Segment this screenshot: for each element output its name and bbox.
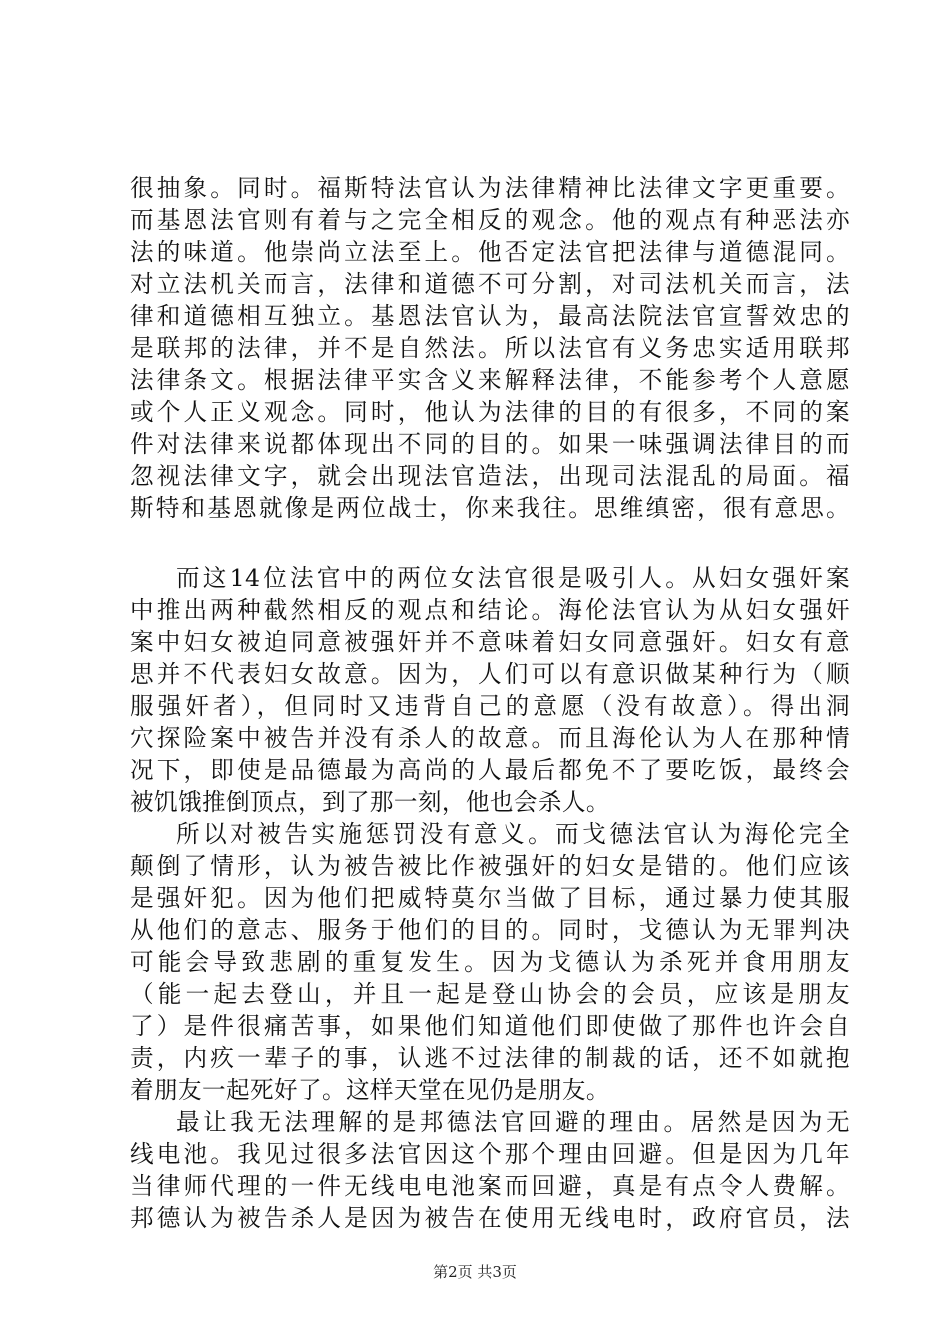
text-line: 邦德认为被告杀人是因为被告在使用无线电时，政府官员，法 — [130, 1204, 850, 1232]
text-line: 对立法机关而言，法律和道德不可分割，对司法机关而言，法 — [130, 270, 850, 298]
text-line: 况下，即使是品德最为高尚的人最后都免不了要吃饭，最终会 — [130, 756, 850, 784]
text-line: 穴探险案中被告并没有杀人的故意。而且海伦认为人在那种情 — [130, 724, 850, 752]
paragraph-4 — [130, 1106, 850, 1234]
paragraph-1 — [130, 172, 850, 524]
text-line: 从他们的意志、服务于他们的目的。同时，戈德认为无罪判决 — [130, 916, 850, 944]
text-line: 是联邦的法律，并不是自然法。所以法官有义务忠实适用联邦 — [130, 334, 850, 362]
text-line: 可能会导致悲剧的重复发生。因为戈德认为杀死并食用朋友 — [130, 948, 850, 976]
text-line: 责，内疚一辈子的事，认逃不过法律的制裁的话，还不如就抱 — [130, 1044, 850, 1072]
text-line: 颠倒了情形，认为被告被比作被强奸的妇女是错的。他们应该 — [130, 852, 850, 880]
text-line: 被饥饿推倒顶点，到了那一刻，他也会杀人。 — [130, 788, 610, 816]
text-line: 法的味道。他崇尚立法至上。他否定法官把法律与道德混同。 — [130, 238, 850, 266]
page-footer: 第2页 共3页 — [433, 1263, 517, 1281]
paragraph-2 — [130, 562, 850, 818]
text-line: 中推出两种截然相反的观点和结论。海伦法官认为从妇女强奸 — [130, 596, 850, 624]
text-line: 律和道德相互独立。基恩法官认为，最高法院法官宣誓效忠的 — [130, 302, 850, 330]
text-line: 了）是件很痛苦事，如果他们知道他们即使做了那件也许会自 — [130, 1012, 850, 1040]
text-line: 当律师代理的一件无线电电池案而回避，真是有点令人费解。 — [130, 1172, 850, 1200]
text-line: 很抽象。同时。福斯特法官认为法律精神比法律文字更重要。 — [130, 174, 850, 202]
text-line: 思并不代表妇女故意。因为，人们可以有意识做某种行为（顺 — [130, 660, 850, 688]
text-line: 所以对被告实施惩罚没有意义。而戈德法官认为海伦完全 — [176, 820, 850, 848]
paragraph-spacer — [130, 524, 850, 562]
document-body — [130, 172, 850, 1234]
paragraph-3 — [130, 818, 850, 1106]
text-line: （能一起去登山，并且一起是登山协会的会员，应该是朋友 — [130, 980, 850, 1008]
text-line: 服强奸者），但同时又违背自己的意愿（没有故意）。得出洞 — [130, 692, 850, 720]
text-line: 而这14位法官中的两位女法官很是吸引人。从妇女强奸案 — [176, 564, 850, 592]
text-line: 而基恩法官则有着与之完全相反的观念。他的观点有种恶法亦 — [130, 206, 850, 234]
text-line: 着朋友一起死好了。这样天堂在见仍是朋友。 — [130, 1076, 610, 1104]
text-line: 法律条文。根据法律平实含义来解释法律，不能参考个人意愿 — [130, 366, 850, 394]
text-line: 斯特和基恩就像是两位战士，你来我往。思维缜密，很有意思。 — [130, 494, 850, 522]
text-line: 线电池。我见过很多法官因这个那个理由回避。但是因为几年 — [130, 1140, 850, 1168]
text-line: 或个人正义观念。同时，他认为法律的目的有很多，不同的案 — [130, 398, 850, 426]
text-line: 案中妇女被迫同意被强奸并不意味着妇女同意强奸。妇女有意 — [130, 628, 850, 656]
text-line: 是强奸犯。因为他们把威特莫尔当做了目标，通过暴力使其服 — [130, 884, 850, 912]
text-line: 忽视法律文字，就会出现法官造法，出现司法混乱的局面。福 — [130, 462, 850, 490]
text-line: 最让我无法理解的是邦德法官回避的理由。居然是因为无 — [176, 1108, 850, 1136]
text-line: 件对法律来说都体现出不同的目的。如果一味强调法律目的而 — [130, 430, 850, 458]
